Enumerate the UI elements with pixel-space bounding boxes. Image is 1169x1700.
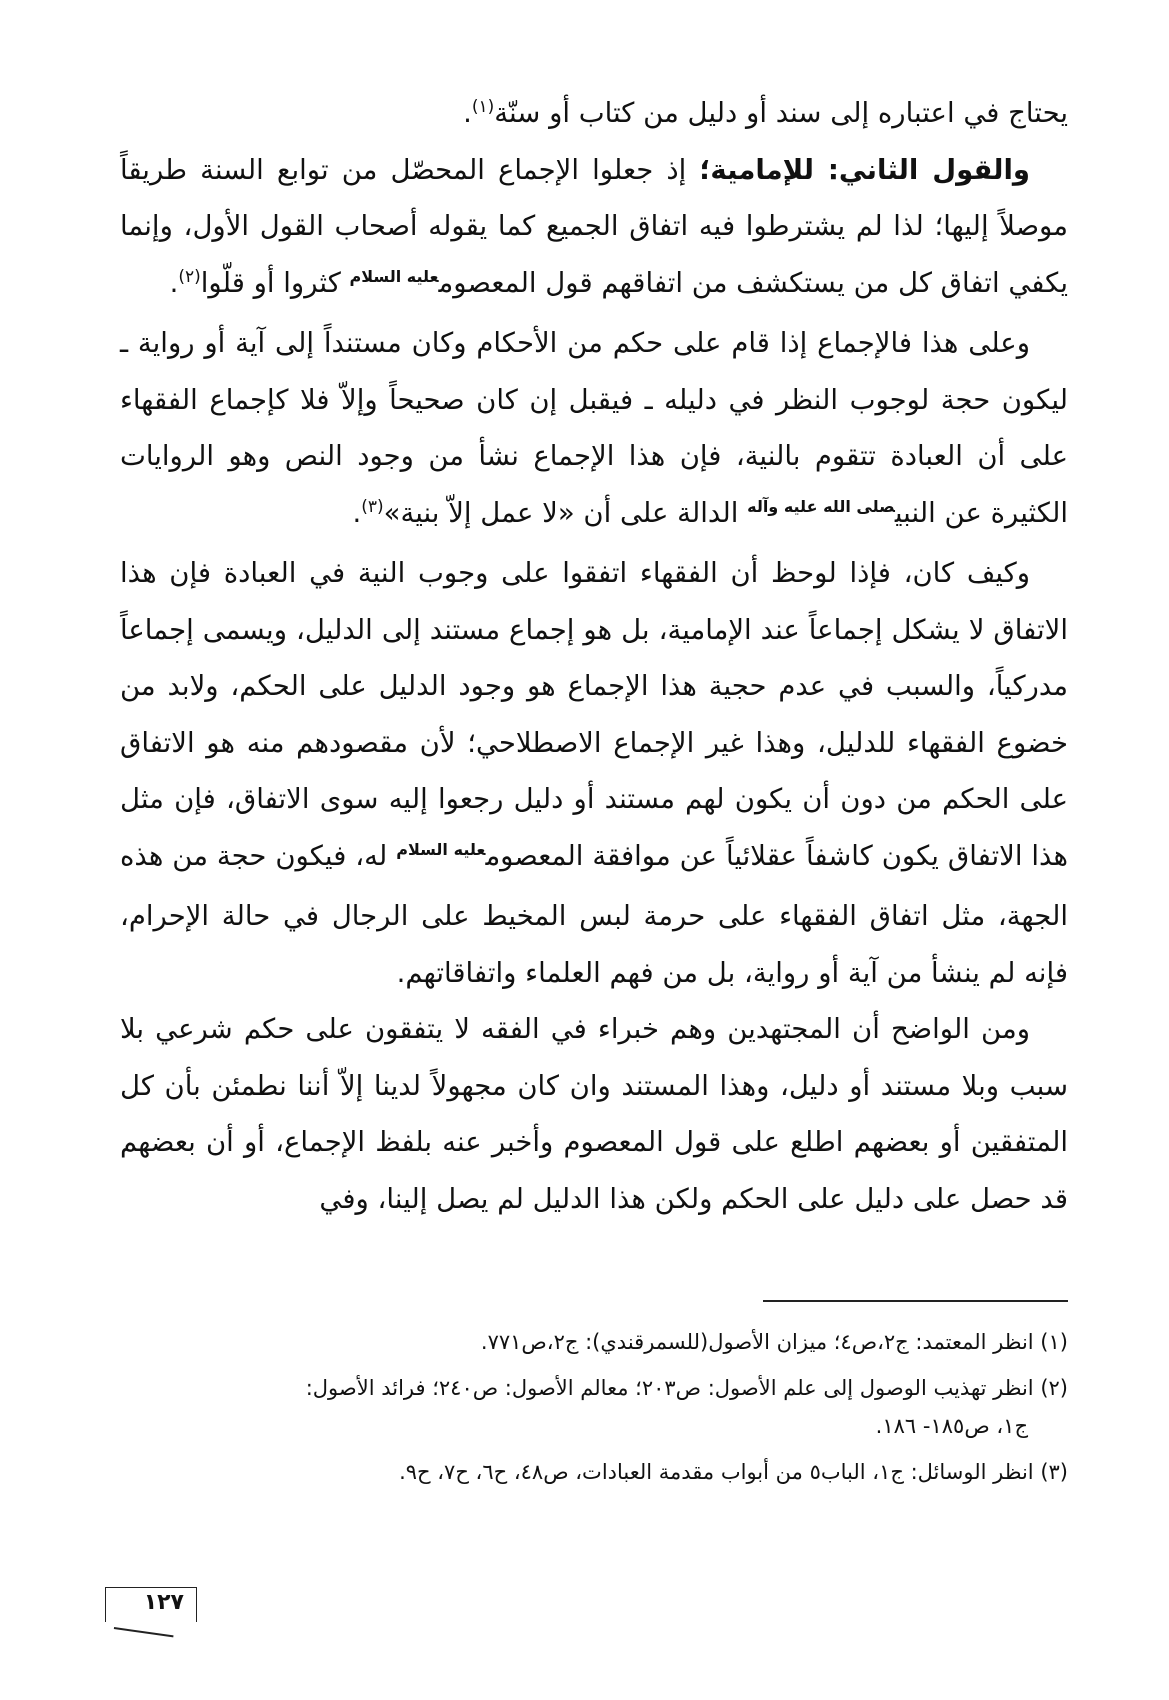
honorific-ligature: عليه السلام: [396, 839, 486, 859]
paragraph-5: [120, 1001, 1068, 1227]
paragraph-3-text-b: الدالة على أن «لا عمل إلاّ بنية»: [383, 496, 748, 529]
page-number-frame: [105, 1587, 197, 1622]
paragraph-5-text: ومن الواضح أن المجتهدين وهم خبراء في الفقه لا يتفقون على حكم شرعي بلا سبب وبلا مستند أو دليل، وهذا المستند وان كان مجهولاً لدينا إلاّ أننا نطمئن بأن كل المتفقين أو بعضهم اطلع على قول المعصوم وأخبر عنه بلفظ الإجماع، أو أن بعضهم قد حصل على دليل على الحكم ولكن هذا الدليل لم يصل إلينا، وفي: [120, 1013, 1068, 1215]
paragraph-4-text-b: له، فيكون حجة من هذه الجهة، مثل اتفاق الفقهاء على حرمة لبس المخيط على الرجال في حالة الإحرام، فإنه لم ينشأ من آية أو رواية، بل من فهم العلماء واتفاقاتهم.: [120, 839, 1068, 989]
paragraph-4: [120, 545, 1068, 1001]
page-number: ١٢٧: [143, 1590, 184, 1615]
paragraph-2-text-a: إذ جعلوا الإجماع المحصّل من توابع السنة طريقاً موصلاً إليها؛ لذا لم يشترطوا فيه اتفاق الجميع كما يقوله أصحاب القول الأول، وإنما يكفي اتفاق كل من يستكشف من اتفاقهم قول المعصوم: [120, 153, 1068, 299]
honorific-ligature: صلى الله عليه وآله: [747, 496, 895, 516]
paragraph-2-end: .: [169, 266, 179, 299]
footnote-1: [120, 1323, 1068, 1361]
footnote-ref-3[interactable]: (٣): [361, 496, 384, 517]
paragraph-2-lead: والقول الثاني: للإمامية؛: [699, 153, 1030, 186]
paragraph-3-end: .: [352, 496, 362, 529]
footnotes-list: [120, 1323, 1068, 1499]
footnote-2-text: (٢) انظر تهذيب الوصول إلى علم الأصول: ص٢٠٣؛ معالم الأصول: ص٢٤٠؛ فرائد الأصول:: [305, 1376, 1068, 1400]
footnote-2: [120, 1369, 1068, 1445]
footnote-ref-1[interactable]: (١): [471, 96, 495, 117]
paragraph-3: [120, 315, 1068, 545]
body-text: [120, 85, 1068, 1227]
paragraph-2-text-b: كثروا أو قلّوا: [200, 266, 350, 299]
paragraph-1: [120, 85, 1068, 142]
paragraph-3-text-a: وعلى هذا فالإجماع إذا قام على حكم من الأحكام وكان مستنداً إلى آية أو رواية ـ ليكون حجة لوجوب النظر في دليله ـ فيقبل إن كان صحيحاً وإلاّ فلا كإجماع الفقهاء على أن العبادة تتقوم بالنية، فإن هذا الإجماع نشأ من وجود النص وهو الروايات الكثيرة عن النبي: [120, 327, 1068, 529]
footnote-ref-2[interactable]: (٢): [178, 266, 201, 287]
footnote-3-text: (٣) انظر الوسائل: ج١، الباب٥ من أبواب مقدمة العبادات، ص٤٨، ح٦، ح٧، ح٩.: [399, 1460, 1068, 1484]
footnote-1-text: (١) انظر المعتمد: ج٢،ص٤؛ ميزان الأصول(للسمرقندي): ج٢،ص٧٧١.: [480, 1330, 1068, 1354]
honorific-ligature: عليه السلام: [349, 266, 439, 286]
paragraph-2: [120, 142, 1068, 316]
paragraph-1-end: .: [463, 97, 472, 129]
paragraph-4-text-a: وكيف كان، فإذا لوحظ أن الفقهاء اتفقوا على وجوب النية في العبادة فإن هذا الاتفاق لا يشكل إجماعاً عند الإمامية، بل هو إجماع مستند إلى الدليل، ويسمى إجماعاً مدركياً، والسبب في عدم حجية هذا الإجماع هو وجود الدليل على الحكم، ولابد من خضوع الفقهاء للدليل، وهذا غير الإجماع الاصطلاحي؛ لأن مقصودهم منه هو الاتفاق على الحكم من دون أن يكون لهم مستند أو دليل رجعوا إليه سوى الاتفاق، فإن مثل هذا الاتفاق يكون كاشفاً عقلائياً عن موافقة المعصوم: [120, 557, 1068, 872]
main-text-block: [120, 85, 1068, 1227]
footnote-separator: [763, 1300, 1068, 1302]
paragraph-1-text: يحتاج في اعتباره إلى سند أو دليل من كتاب أو سنّة: [494, 97, 1068, 129]
footnote-3: [120, 1453, 1068, 1491]
footnote-2-continuation: ج١، ص١٨٥- ١٨٦.: [875, 1414, 1028, 1438]
